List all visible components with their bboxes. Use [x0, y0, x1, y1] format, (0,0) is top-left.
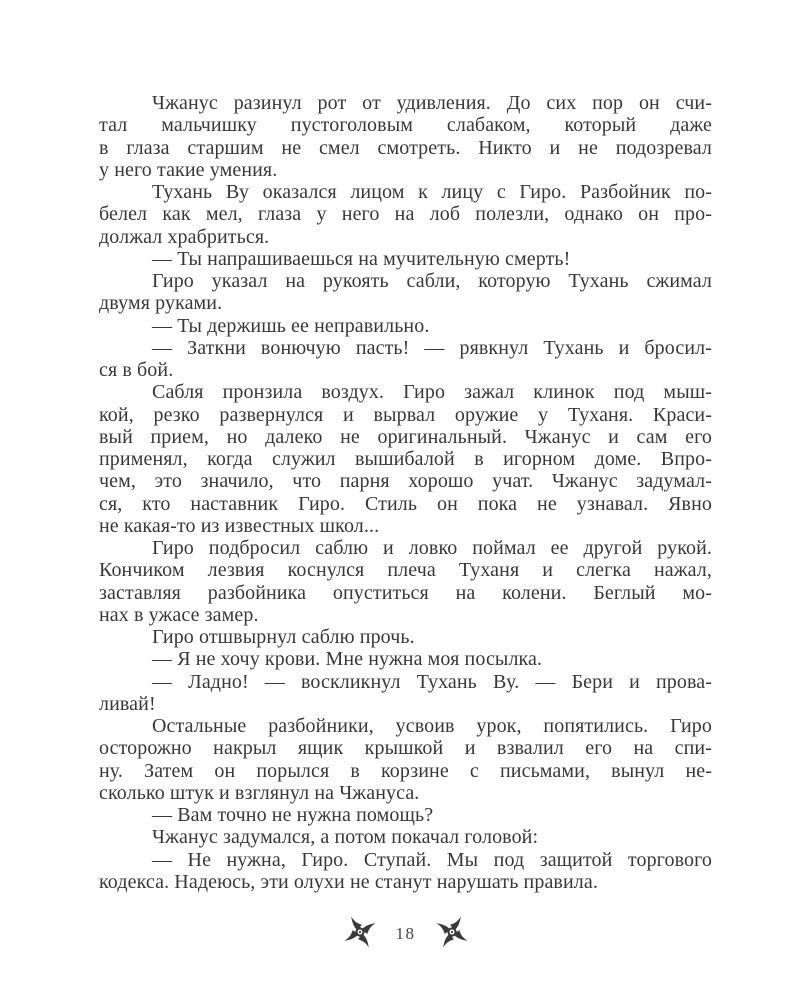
text-line: применял, когда служил вышибалой в игорном доме. Впро-	[99, 448, 712, 470]
paragraph	[99, 92, 712, 181]
pinwheel-ornament-right-icon	[435, 915, 469, 949]
text-line: — Ты напрашиваешься на мучительную смерть!	[152, 247, 571, 270]
text-line: должал храбриться.	[99, 225, 270, 248]
paragraph	[99, 270, 712, 315]
text-line: Кончиком лезвия коснулся плеча Туханя и слегка нажал,	[99, 559, 712, 582]
text-line: осторожно накрыл ящик крышкой и взвалил его на спи-	[99, 737, 712, 760]
page-number: 18	[395, 923, 416, 943]
text-line: Гиро отшвырнул саблю прочь.	[152, 626, 415, 648]
page-footer	[99, 912, 712, 952]
text-line: сколько штук и взглянул на Чжануса.	[99, 781, 420, 804]
paragraph	[99, 648, 712, 670]
paragraph	[99, 849, 712, 894]
paragraph	[99, 626, 712, 648]
text-line: — Не нужна, Гиро. Ступай. Мы под защитой торгового	[152, 848, 712, 871]
paragraph	[99, 715, 712, 804]
text-line: двумя руками.	[99, 292, 223, 315]
paragraph	[99, 248, 712, 270]
paragraph	[99, 181, 712, 248]
text-line: Гиро указал на рукоять сабли, которую Тухань сжимал	[152, 270, 712, 292]
text-line: вый прием, но далеко не оригинальный. Чжанус и сам его	[99, 425, 712, 448]
text-line: в глаза старшим не смел смотреть. Никто и не подозревал	[99, 136, 712, 159]
paragraph	[99, 315, 712, 337]
paragraph	[99, 537, 712, 626]
text-line: ну. Затем он порылся в корзине с письмами, вынул не-	[99, 759, 712, 782]
paragraph	[99, 381, 712, 537]
text-line: Гиро подбросил саблю и ловко поймал ее другой рукой.	[152, 537, 712, 559]
page-text	[99, 92, 712, 893]
text-line: не какая-то из известных школ...	[99, 514, 380, 537]
text-line: — Ты держишь ее неправильно.	[152, 314, 430, 337]
text-line: белел как мел, глаза у него на лоб полезли, однако он про-	[99, 203, 712, 226]
paragraph	[99, 337, 712, 382]
text-line: ся, кто наставник Гиро. Стиль он пока не узнавал. Явно	[99, 492, 712, 515]
paragraph	[99, 671, 712, 716]
paragraph	[99, 804, 712, 826]
text-line: Остальные разбойники, усвоив урок, попятились. Гиро	[152, 715, 712, 737]
text-line: Чжанус задумался, а потом покачал головой:	[152, 826, 539, 849]
text-line: тал мальчишку пустоголовым слабаком, который даже	[99, 114, 712, 137]
pinwheel-ornament-left-icon	[343, 915, 377, 949]
text-line: — Вам точно не нужна помощь?	[152, 804, 434, 826]
text-line: ливай!	[99, 692, 156, 715]
text-line: у него такие умения.	[99, 158, 278, 181]
text-line: Сабля пронзила воздух. Гиро зажал клинок под мыш-	[152, 381, 712, 404]
text-line: кодекса. Надеюсь, эти олухи не станут нарушать правила.	[99, 870, 598, 893]
text-line: кой, резко развернулся и вырвал оружие у Туханя. Краси-	[99, 403, 712, 426]
text-line: — Я не хочу крови. Мне нужна моя посылка.	[152, 648, 543, 671]
text-line: — Заткни вонючую пасть! — рявкнул Тухань и бросил-	[152, 336, 712, 359]
paragraph	[99, 826, 712, 848]
text-line: нах в ужасе замер.	[99, 603, 259, 626]
text-line: чем, это значило, что парня хорошо учат. Чжанус задумал-	[99, 470, 712, 493]
text-line: Тухань Ву оказался лицом к лицу с Гиро. Разбойник по-	[152, 181, 712, 203]
text-line: — Ладно! — воскликнул Тухань Ву. — Бери и прова-	[152, 670, 712, 693]
text-line: Чжанус разинул рот от удивления. До сих пор он счи-	[152, 92, 712, 114]
text-line: заставляя разбойника опуститься на колени. Беглый мо-	[99, 581, 712, 604]
text-line: ся в бой.	[99, 359, 174, 381]
